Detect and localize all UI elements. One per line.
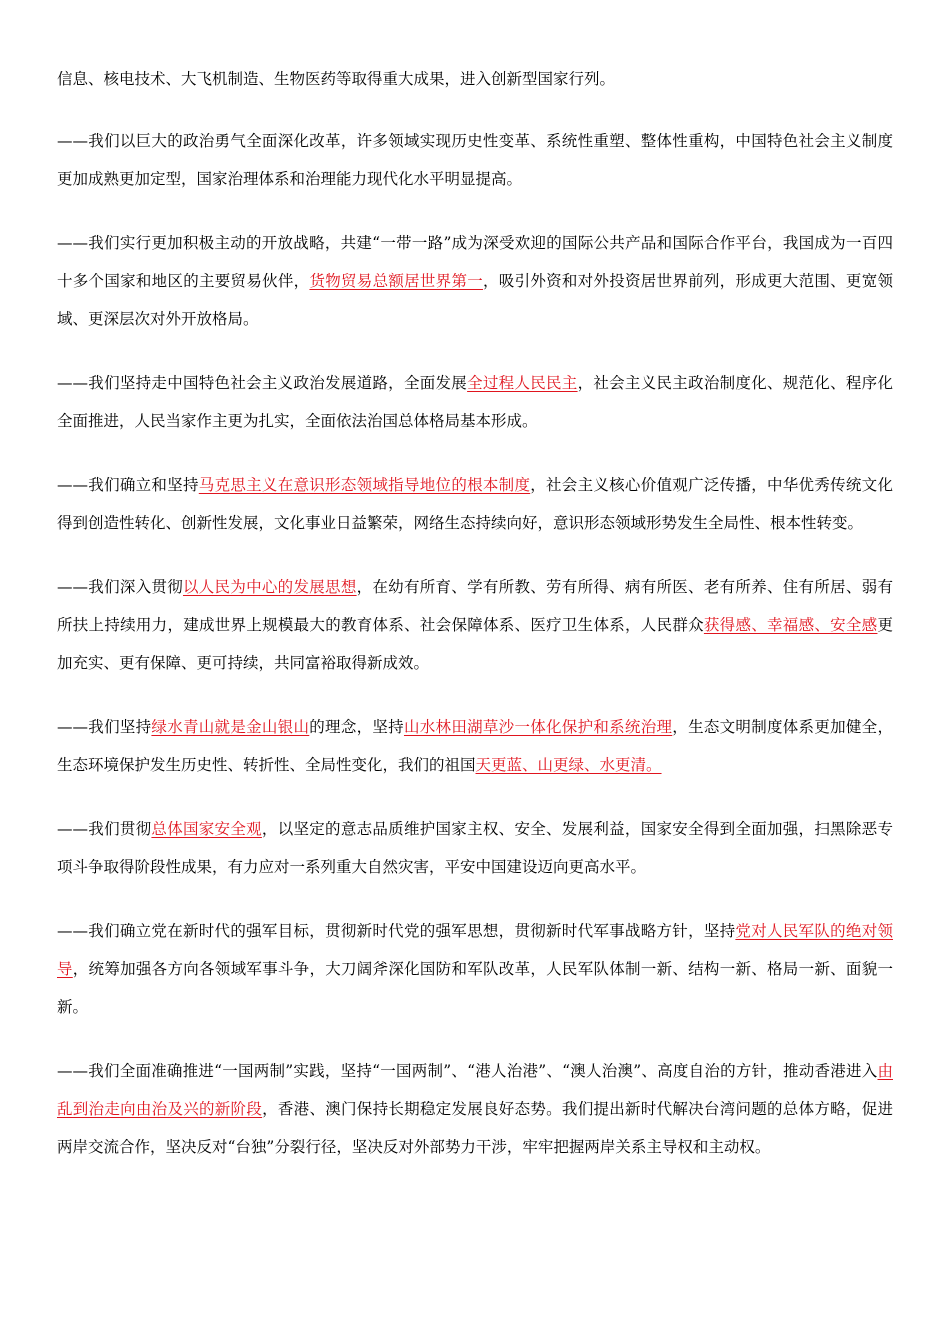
paragraph bbox=[57, 810, 893, 886]
highlighted-phrase: 以人民为中心的发展思想 bbox=[182, 578, 357, 596]
paragraph bbox=[57, 1052, 893, 1166]
paragraph-text: ，生态文明制度体系更加健全，生态环境保护发生历史性、转折性、全局性变化，我们的祖国 bbox=[57, 718, 893, 774]
paragraph-text: ——我们全面准确推进“一国两制”实践，坚持“一国两制”、“港人治港”、“澳人治澳”、高度自治的方针，推动香港进入 bbox=[57, 1062, 878, 1080]
paragraph-text: ——我们深入贯彻 bbox=[57, 578, 183, 596]
paragraph-text: ，吸引外资和对外投资居世界前列，形成更大范围、更宽领域、更深层次对外开放格局。 bbox=[57, 272, 893, 328]
paragraph-text: ——我们实行更加积极主动的开放战略，共建“一带一路”成为深受欢迎的国际公共产品和国际合作平台，我国成为一百四十多个国家和地区的主要贸易伙伴， bbox=[57, 234, 893, 290]
paragraph-text: ——我们贯彻 bbox=[57, 820, 152, 838]
highlighted-phrase: 绿水青山就是金山银山 bbox=[151, 718, 310, 736]
paragraph bbox=[57, 60, 893, 98]
paragraph-text: ，在幼有所育、学有所教、劳有所得、病有所医、老有所养、住有所居、弱有所扶上持续用力，建成世界上规模最大的教育体系、社会保障体系、医疗卫生体系，人民群众 bbox=[57, 578, 893, 634]
paragraph-text: ，社会主义核心价值观广泛传播，中华优秀传统文化得到创造性转化、创新性发展，文化事业日益繁荣，网络生态持续向好，意识形态领域形势发生全局性、根本性转变。 bbox=[57, 476, 893, 532]
paragraph-text: ——我们确立党在新时代的强军目标，贯彻新时代党的强军思想，贯彻新时代军事战略方针，坚持 bbox=[57, 922, 736, 940]
highlighted-phrase: 马克思主义在意识形态领域指导地位的根本制度 bbox=[198, 476, 531, 494]
paragraph bbox=[57, 466, 893, 542]
paragraph bbox=[57, 708, 893, 784]
paragraph bbox=[57, 912, 893, 1026]
paragraph-text: ——我们坚持走中国特色社会主义政治发展道路，全面发展 bbox=[57, 374, 468, 392]
paragraph-text: 的理念，坚持 bbox=[309, 718, 404, 736]
paragraph bbox=[57, 364, 893, 440]
highlighted-phrase: 由乱到治走向由治及兴的新阶段 bbox=[57, 1062, 893, 1118]
highlighted-phrase: 全过程人民民主 bbox=[467, 374, 578, 392]
highlighted-phrase: 货物贸易总额居世界第一 bbox=[309, 272, 484, 290]
highlighted-phrase: 获得感、幸福感、安全感 bbox=[703, 616, 878, 634]
paragraph-text: 信息、核电技术、大飞机制造、生物医药等取得重大成果，进入创新型国家行列。 bbox=[57, 70, 616, 88]
paragraph-text: ，以坚定的意志品质维护国家主权、安全、发展利益，国家安全得到全面加强，扫黑除恶专项斗争取得阶段性成果，有力应对一系列重大自然灾害，平安中国建设迈向更高水平。 bbox=[57, 820, 893, 876]
paragraph-text: ——我们以巨大的政治勇气全面深化改革，许多领域实现历史性变革、系统性重塑、整体性重构，中国特色社会主义制度更加成熟更加定型，国家治理体系和治理能力现代化水平明显提高。 bbox=[57, 132, 893, 188]
paragraph bbox=[57, 122, 893, 198]
paragraph-text: ，统筹加强各方向各领域军事斗争，大刀阔斧深化国防和军队改革，人民军队体制一新、结构一新、格局一新、面貌一新。 bbox=[57, 960, 893, 1016]
document-body bbox=[57, 60, 893, 1166]
highlighted-phrase: 山水林田湖草沙一体化保护和系统治理 bbox=[403, 718, 673, 736]
paragraph-text: ，社会主义民主政治制度化、规范化、程序化全面推进，人民当家作主更为扎实，全面依法治国总体格局基本形成。 bbox=[57, 374, 893, 430]
paragraph-text: 更加充实、更有保障、更可持续，共同富裕取得新成效。 bbox=[57, 616, 893, 672]
paragraph bbox=[57, 568, 893, 682]
highlighted-phrase: 天更蓝、山更绿、水更清。 bbox=[475, 756, 662, 774]
paragraph-text: ——我们坚持 bbox=[57, 718, 152, 736]
paragraph-text: ，香港、澳门保持长期稳定发展良好态势。我们提出新时代解决台湾问题的总体方略，促进两岸交流合作，坚决反对“台独”分裂行径，坚决反对外部势力干涉，牢牢把握两岸关系主导权和主动权。 bbox=[57, 1100, 893, 1156]
highlighted-phrase: 总体国家安全观 bbox=[151, 820, 262, 838]
highlighted-phrase: 党对人民军队的绝对领导 bbox=[57, 922, 893, 978]
paragraph-text: ——我们确立和坚持 bbox=[57, 476, 199, 494]
paragraph bbox=[57, 224, 893, 338]
